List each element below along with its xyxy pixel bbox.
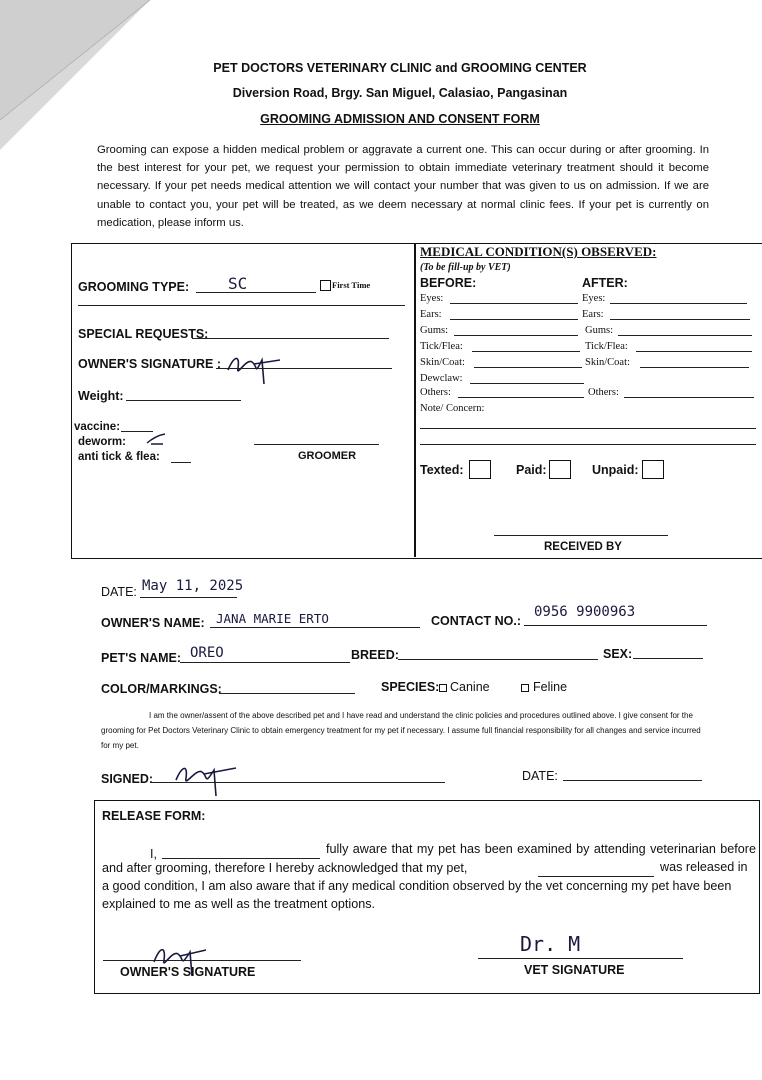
vaccine-label: vaccine: [74,421,121,433]
after-ears-line[interactable] [610,319,750,320]
after-eyes-line[interactable] [610,303,747,304]
deworm-label: deworm: [78,436,126,448]
note-line-2[interactable] [420,444,756,445]
sex-line[interactable] [633,658,703,659]
contact-line[interactable] [524,625,707,626]
paid-label: Paid: [516,463,547,477]
weight-line[interactable] [126,400,241,401]
pet-name-label: PET'S NAME: [101,651,182,665]
date-line[interactable] [140,597,237,598]
note-line-1[interactable] [420,428,756,429]
clinic-name: PET DOCTORS VETERINARY CLINIC and GROOMING CENTER [213,61,587,75]
deworm-check-mark [145,432,167,446]
before-dewclaw-line[interactable] [470,383,584,384]
before-tickflea-line[interactable] [472,351,580,352]
column-divider [414,243,416,557]
before-ears-line[interactable] [450,319,578,320]
before-skincoat-label: Skin/Coat: [420,357,465,368]
clinic-address: Diversion Road, Brgy. San Miguel, Calasiao, Pangasinan [232,86,568,100]
pet-name-line[interactable] [180,662,350,663]
grooming-type-underline [78,305,405,306]
release-text-1: I, [150,847,157,861]
grooming-type-value: SC [228,274,248,293]
folded-corner-shadow [0,0,150,150]
before-others-label: Others: [420,387,451,398]
canine-label: Canine [450,680,490,694]
after-others-label: Others: [588,387,619,398]
groomer-label: GROOMER [298,450,357,462]
owner-name-label: OWNER'S NAME: [101,616,205,630]
after-label: AFTER: [582,276,628,290]
owner-name-value: JANA MARIE ERTO [216,611,329,626]
pet-name-value: OREO [190,645,224,661]
sex-label: SEX: [603,647,633,661]
unpaid-checkbox[interactable] [642,460,664,479]
received-by-line[interactable] [494,535,668,536]
tested-checkbox[interactable] [469,460,491,479]
anti-tick-line[interactable] [171,462,191,463]
release-text-2-span: fully aware that my pet has been examined by attending veterinarian before and after grooming, therefore I hereby acknowledged that my pet, [102,842,756,875]
received-by-label: RECEIVED BY [544,541,622,553]
before-others-line[interactable] [458,397,584,398]
after-others-line[interactable] [624,397,754,398]
groomer-line[interactable] [254,444,379,445]
contact-value: 0956 9900963 [534,604,636,620]
grooming-type-line[interactable] [196,292,316,293]
after-tickflea-label: Tick/Flea: [585,341,628,352]
breed-line[interactable] [398,659,598,660]
after-gums-label: Gums: [585,325,614,336]
before-dewclaw-label: Dewclaw: [420,373,463,384]
medical-subtitle: (To be fill-up by VET) [420,262,511,273]
color-markings-line[interactable] [219,693,355,694]
date-value: May 11, 2025 [142,578,244,594]
note-concern-label: Note/ Concern: [420,403,485,414]
canine-checkbox[interactable] [439,684,447,692]
before-tickflea-label: Tick/Flea: [420,341,463,352]
after-gums-line[interactable] [618,335,752,336]
before-ears-label: Ears: [420,309,442,320]
after-ears-label: Ears: [582,309,604,320]
tested-label: Texted: [420,463,464,477]
feline-label: Feline [533,680,568,694]
special-requests-line[interactable] [192,338,389,339]
intro-paragraph: Grooming can expose a hidden medical problem or aggravate a current one. This can occur during or after grooming. In the best interest for your pet, we request your permission to obtain immediate veterinary treatment should it become necessary. If your pet needs medical attention we will contact your number that was given to us on admission. If we are unable to contact you, your pet will be treated, as we deem necessary at normal clinic fees. If your pet is currently on medication, please inform us. [97,144,709,229]
breed-label: BREED: [351,648,399,662]
before-gums-line[interactable] [454,335,578,336]
signed-signature-scribble [172,756,242,798]
contact-label: CONTACT NO.: [431,614,522,628]
unpaid-label: Unpaid: [592,463,639,477]
owner-signature-label: OWNER'S SIGNATURE : [78,357,222,371]
before-skincoat-line[interactable] [474,367,582,368]
signed-label: SIGNED: [101,772,154,786]
after-tickflea-line[interactable] [636,351,752,352]
release-title: RELEASE FORM: [102,809,206,823]
first-time-label: First Time [332,280,371,290]
first-time-checkbox[interactable] [320,280,331,291]
consent-text: I am the owner/assent of the above described pet and I have read and understand the clinic policies and procedures outlined above. I give consent for the grooming for Pet Doctors Veterinary Clinic to obtain emergency treatment for my pet if necessary. I assume full financial responsibility for all changes and service incurred for my pet. [101,711,701,750]
medical-title: MEDICAL CONDITION(S) OBSERVED: [420,244,657,259]
before-gums-label: Gums: [420,325,449,336]
grooming-type-label: GROOMING TYPE: [78,280,190,294]
after-eyes-label: Eyes: [582,293,606,304]
form-title: GROOMING ADMISSION AND CONSENT FORM [260,112,540,126]
before-label: BEFORE: [420,276,477,290]
date-label: DATE: [101,585,137,599]
species-label: SPECIES: [381,680,440,694]
owner-signature-scribble [224,348,284,386]
vet-signature-label: VET SIGNATURE [524,963,625,977]
vet-signature-value: Dr. M [520,932,581,956]
consent-date-line[interactable] [563,780,702,781]
weight-label: Weight: [78,389,124,403]
before-eyes-line[interactable] [450,303,578,304]
paid-checkbox[interactable] [549,460,571,479]
owner-name-line[interactable] [210,627,420,628]
feline-checkbox[interactable] [521,684,529,692]
anti-tick-label: anti tick & flea: [78,451,160,463]
vet-signature-line[interactable] [478,958,683,959]
release-text-3: was released in a good condition, I am also aware that if any medical condition observed by the vet concerning my pet have been explained to me as well as the treatment options. [102,860,748,911]
special-requests-label: SPECIAL REQUESTS: [78,327,209,341]
before-eyes-label: Eyes: [420,293,444,304]
consent-date-label: DATE: [522,769,558,783]
color-markings-label: COLOR/MARKINGS: [101,682,222,696]
owner-signature-release-label: OWNER'S SIGNATURE [120,965,256,979]
after-skincoat-label: Skin/Coat: [585,357,630,368]
after-skincoat-line[interactable] [640,367,749,368]
